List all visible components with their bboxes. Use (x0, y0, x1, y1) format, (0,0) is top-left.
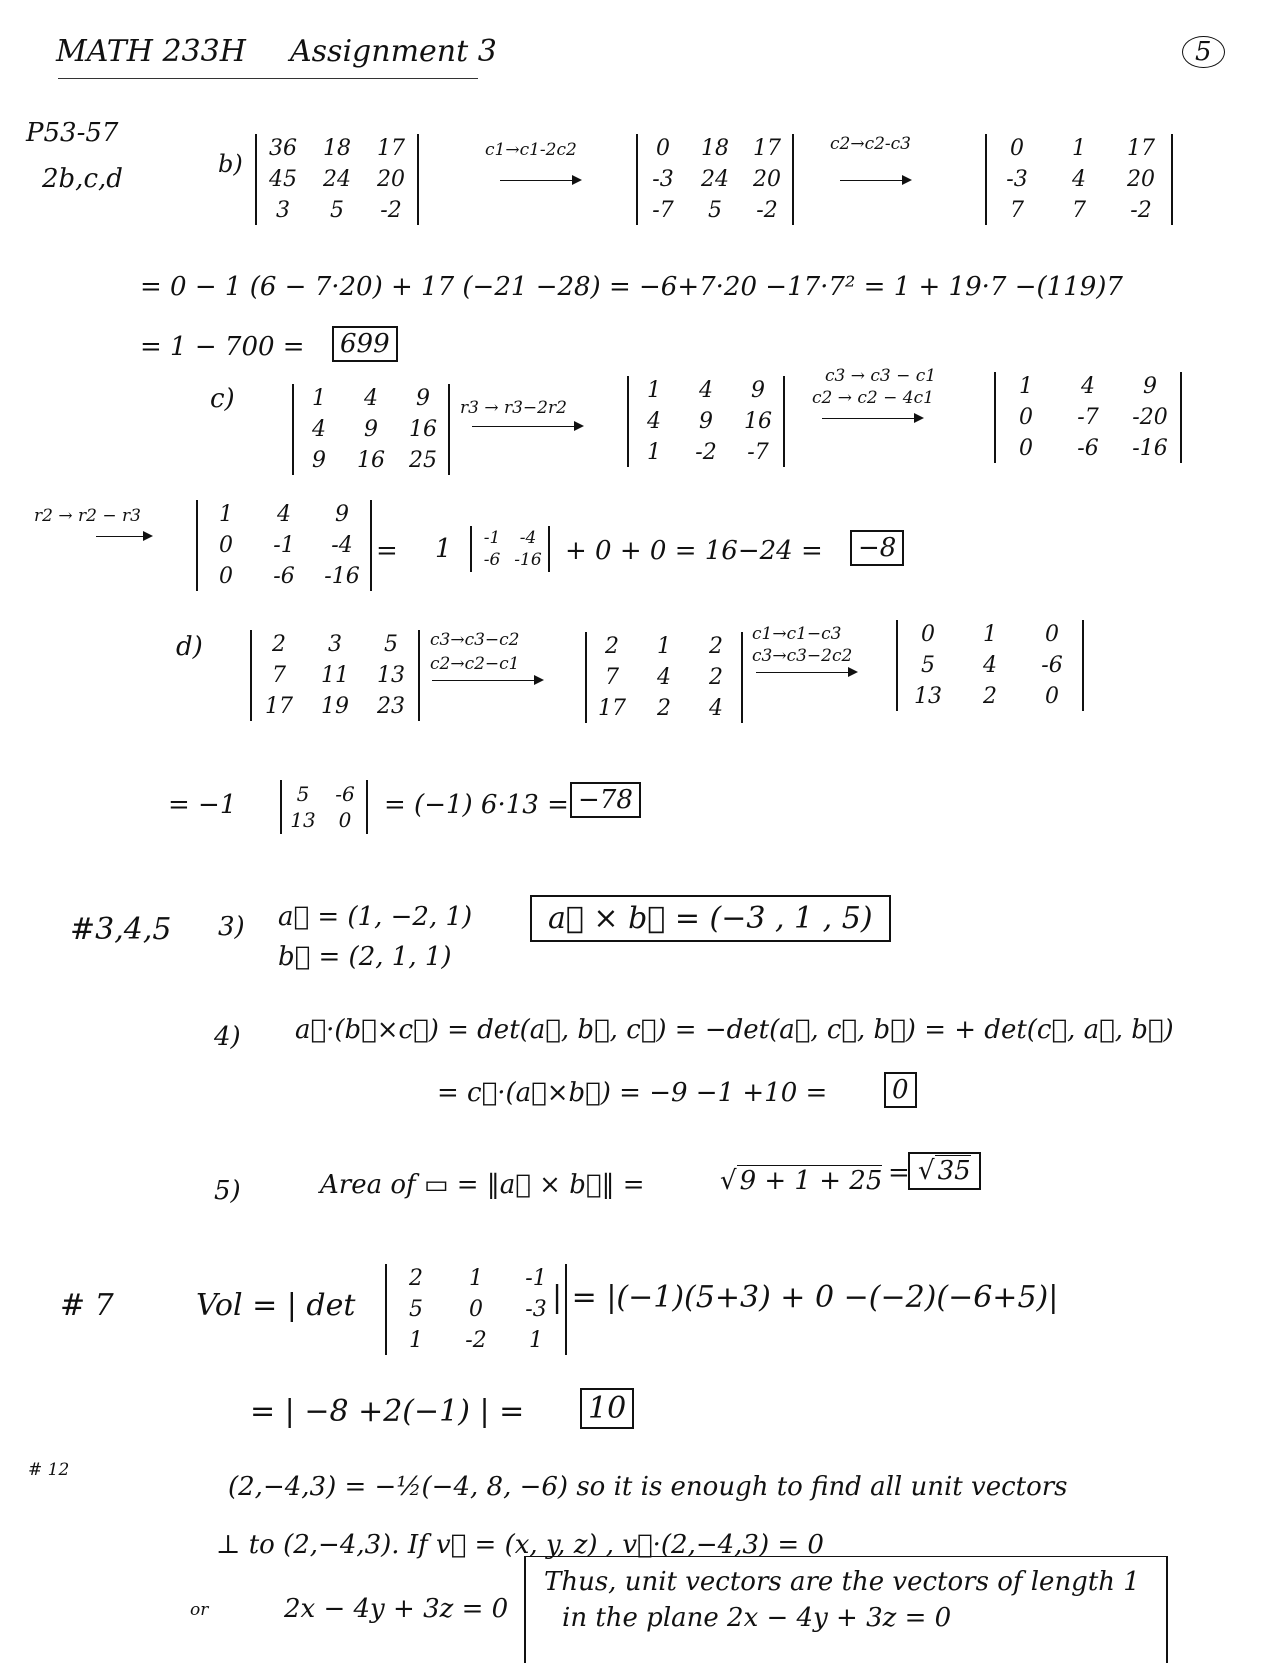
q12-line2: ⊥ to (2,−4,3). If v⃗ = (x, y, z) , v⃗·(2,−4,3) = 0 (216, 1530, 824, 1560)
matrix-b-1 (255, 134, 419, 225)
sqrt-icon: √ (918, 1156, 935, 1186)
matrix-cell: 3 (328, 632, 342, 657)
matrix-cell: 2 (605, 634, 619, 659)
matrix-cell: 13 (290, 808, 316, 832)
matrix-d-1 (250, 630, 420, 721)
q5-text: Area of ▭ = ‖a⃗ × b⃗‖ = (320, 1170, 645, 1200)
matrix-cell: 0 (1045, 684, 1059, 709)
matrix-cell: 2 (709, 634, 723, 659)
matrix-cell: 9 (416, 386, 430, 411)
matrix-cell: 1 (1072, 136, 1086, 161)
arrow-icon (432, 680, 542, 681)
matrix-cell: 5 (409, 1297, 423, 1322)
part-d-pre: = −1 (168, 790, 237, 820)
matrix-cell: -2 (380, 198, 402, 223)
matrix-cell: 20 (753, 167, 781, 192)
matrix-cell: 13 (914, 684, 942, 709)
q7-pre: Vol = | det (196, 1288, 356, 1323)
part-c-answer (850, 530, 904, 566)
matrix-d-2 (585, 632, 743, 723)
matrix-cell: 4 (1081, 374, 1095, 399)
matrix-cell: 0 (1019, 436, 1033, 461)
part-d-tail: = (−1) 6·13 = (384, 790, 569, 820)
q7-answer (580, 1388, 634, 1429)
matrix-cell: -6 (273, 564, 295, 589)
q5-answer (908, 1152, 981, 1190)
q4-answer (884, 1072, 917, 1108)
matrix-cell: 16 (357, 448, 385, 473)
sqrt-icon: √ (720, 1166, 737, 1196)
matrix-cell: 9 (312, 448, 326, 473)
matrix-cell: -4 (519, 528, 537, 548)
matrix-c-1 (292, 384, 450, 475)
op-d-1a: c3→c3−c2 (430, 630, 520, 650)
matrix-cell: 0 (1010, 136, 1024, 161)
matrix-cell: 24 (701, 167, 729, 192)
matrix-cell: -3 (652, 167, 674, 192)
part-b-line1: = 0 − 1 (6 − 7·20) + 17 (−21 −28) = −6+7·20 −17·7² = 1 + 19·7 −(119)7 (140, 272, 1123, 302)
op-c-1: r3 → r3−2r2 (460, 398, 567, 418)
op-c-2b: c2 → c2 − 4c1 (812, 388, 934, 408)
matrix-d-3 (896, 620, 1084, 711)
matrix-cell: -6 (335, 782, 355, 806)
matrix-cell: 11 (321, 663, 349, 688)
matrix-cell: -3 (525, 1297, 547, 1322)
matrix-cell: 5 (708, 198, 722, 223)
answer-box: −78 (570, 782, 641, 818)
q7-line2: = | −8 +2(−1) | = (250, 1394, 525, 1429)
matrix-cell: 4 (647, 409, 661, 434)
part-b-line2: = 1 − 700 = (140, 332, 305, 362)
matrix-cell: 0 (1045, 622, 1059, 647)
matrix-cell: 4 (1072, 167, 1086, 192)
header-underline (58, 78, 478, 79)
course-code: MATH 233H (56, 34, 246, 69)
matrix-cell: 0 (1019, 405, 1033, 430)
matrix-cell: 1 (647, 378, 661, 403)
part-b-label: b) (218, 150, 243, 178)
matrix-cell: 7 (1072, 198, 1086, 223)
q4-line2: = c⃗·(a⃗×b⃗) = −9 −1 +10 = (437, 1078, 828, 1108)
matrix-cell: 0 (219, 564, 233, 589)
matrix-cell: 17 (377, 136, 405, 161)
matrix-cell: 17 (1127, 136, 1155, 161)
q12-plane-equation: 2x − 4y + 3z = 0 (284, 1594, 509, 1624)
arrow-icon (96, 536, 151, 537)
matrix-cell: 20 (377, 167, 405, 192)
matrix-cell: 19 (321, 694, 349, 719)
q12-note-line2: in the plane 2x − 4y + 3z = 0 (562, 1603, 952, 1633)
matrix-cell: 9 (1143, 374, 1157, 399)
matrix-b-3 (985, 134, 1173, 225)
matrix-cell: -7 (747, 440, 769, 465)
q5-sqrt (720, 1166, 882, 1196)
minor-d (280, 780, 368, 834)
q7-post: | = |(−1)(5+3) + 0 −(−2)(−6+5)| (552, 1280, 1059, 1315)
matrix-cell: -7 (1077, 405, 1099, 430)
section-label-p53: P53-57 (26, 118, 119, 148)
matrix-cell: 1 (647, 440, 661, 465)
matrix-cell: 1 (983, 622, 997, 647)
q12-or: or (190, 1600, 209, 1620)
matrix-b-2 (636, 134, 794, 225)
matrix-cell: 5 (384, 632, 398, 657)
arrow-icon (500, 180, 580, 181)
matrix-cell: 18 (323, 136, 351, 161)
q3-number: 3) (218, 912, 245, 942)
matrix-cell: 2 (409, 1266, 423, 1291)
op-d-2a: c1→c1−c3 (752, 624, 842, 644)
matrix-cell: 18 (701, 136, 729, 161)
matrix-cell: 16 (744, 409, 772, 434)
matrix-cell: 3 (276, 198, 290, 223)
matrix-c-4 (196, 500, 372, 591)
matrix-cell: 7 (605, 665, 619, 690)
part-c-equals: = (376, 536, 398, 566)
op-b-2: c2→c2-c3 (830, 134, 911, 154)
matrix-cell: 0 (219, 533, 233, 558)
answer-box: 0 (884, 1072, 917, 1108)
op-d-2b: c3→c3−2c2 (752, 646, 853, 666)
op-c-3: r2 → r2 − r3 (34, 506, 141, 526)
matrix-cell: -1 (483, 528, 501, 548)
matrix-cell: 1 (1019, 374, 1033, 399)
q12-line1: (2,−4,3) = −½(−4, 8, −6) so it is enough to find all unit vectors (228, 1472, 1068, 1502)
matrix-cell: 24 (323, 167, 351, 192)
matrix-cell: 1 (409, 1328, 423, 1353)
matrix-cell: 25 (409, 448, 437, 473)
matrix-cell: 1 (219, 502, 233, 527)
part-d-label: d) (176, 632, 203, 662)
matrix-cell: -16 (1132, 436, 1168, 461)
matrix-cell: -2 (465, 1328, 487, 1353)
q12-note-box (524, 1556, 1168, 1663)
part-c-label: c) (210, 384, 235, 414)
q5-number: 5) (214, 1176, 241, 1206)
q12-note-line1: Thus, unit vectors are the vectors of length 1 (544, 1567, 1140, 1597)
minor-c (470, 526, 550, 572)
matrix-cell: 4 (657, 665, 671, 690)
matrix-cell: 0 (656, 136, 670, 161)
matrix-cell: -2 (695, 440, 717, 465)
part-c-tail: + 0 + 0 = 16−24 = (565, 536, 823, 566)
q5-equals: = (888, 1158, 910, 1188)
q5-answer-radicand: 35 (935, 1155, 971, 1186)
matrix-cell: 16 (409, 417, 437, 442)
matrix-cell: 5 (921, 653, 935, 678)
matrix-cell: 2 (709, 665, 723, 690)
matrix-cell: -3 (1006, 167, 1028, 192)
matrix-cell: 17 (598, 696, 626, 721)
arrow-icon (472, 426, 582, 427)
section-label-12: # 12 (28, 1460, 70, 1480)
op-b-1: c1→c1-2c2 (485, 140, 577, 160)
matrix-cell: 1 (312, 386, 326, 411)
q3-vector-b: b⃗ = (2, 1, 1) (278, 942, 452, 972)
matrix-c-3 (994, 372, 1182, 463)
matrix-cell: 36 (269, 136, 297, 161)
matrix-cell: -7 (652, 198, 674, 223)
matrix-cell: 1 (469, 1266, 483, 1291)
matrix-cell: 4 (277, 502, 291, 527)
matrix-cell: 4 (983, 653, 997, 678)
matrix-q7 (385, 1264, 567, 1355)
matrix-cell: 17 (753, 136, 781, 161)
answer-box: −8 (850, 530, 904, 566)
matrix-cell: 7 (1010, 198, 1024, 223)
matrix-cell: 45 (269, 167, 297, 192)
matrix-cell: -1 (525, 1266, 547, 1291)
section-label-345: #3,4,5 (70, 912, 172, 947)
matrix-cell: -6 (1041, 653, 1063, 678)
matrix-cell: -16 (514, 550, 542, 570)
q3-vector-a: a⃗ = (1, −2, 1) (278, 902, 473, 932)
q4-number: 4) (214, 1022, 241, 1052)
q4-line1: a⃗·(b⃗×c⃗) = det(a⃗, b⃗, c⃗) = −det(a⃗, c⃗, b⃗) = + det(c⃗, a⃗, b⃗) (295, 1015, 1174, 1045)
matrix-cell: 4 (312, 417, 326, 442)
matrix-cell: -6 (483, 550, 501, 570)
op-c-2a: c3 → c3 − c1 (825, 366, 937, 386)
section-label-7: # 7 (60, 1288, 114, 1323)
matrix-c-2 (627, 376, 785, 467)
answer-box: 10 (580, 1388, 634, 1429)
matrix-cell: 9 (364, 417, 378, 442)
matrix-cell: 1 (529, 1328, 543, 1353)
page-number: 5 (1182, 36, 1225, 68)
q3-answer: a⃗ × b⃗ = (−3 , 1 , 5) (530, 895, 891, 942)
part-c-coef: 1 (435, 534, 452, 564)
arrow-icon (756, 672, 856, 673)
matrix-cell: -2 (1130, 198, 1152, 223)
part-b-answer (332, 326, 398, 362)
matrix-cell: 13 (377, 663, 405, 688)
matrix-cell: 23 (377, 694, 405, 719)
matrix-cell: 4 (699, 378, 713, 403)
matrix-cell: -20 (1132, 405, 1168, 430)
matrix-cell: 1 (657, 634, 671, 659)
matrix-cell: -4 (331, 533, 353, 558)
part-d-answer (570, 782, 641, 818)
matrix-cell: 0 (921, 622, 935, 647)
arrow-icon (840, 180, 910, 181)
matrix-cell: 9 (335, 502, 349, 527)
matrix-cell: 4 (709, 696, 723, 721)
assignment-title: Assignment 3 (290, 34, 497, 69)
matrix-cell: 2 (657, 696, 671, 721)
arrow-icon (822, 418, 922, 419)
op-d-1b: c2→c2−c1 (430, 654, 520, 674)
matrix-cell: -2 (756, 198, 778, 223)
matrix-cell: -1 (273, 533, 295, 558)
matrix-cell: 9 (751, 378, 765, 403)
matrix-cell: 0 (338, 808, 352, 832)
matrix-cell: -6 (1077, 436, 1099, 461)
matrix-cell: 2 (272, 632, 286, 657)
matrix-cell: 9 (699, 409, 713, 434)
q5-radicand: 9 + 1 + 25 (737, 1165, 883, 1196)
matrix-cell: 17 (265, 694, 293, 719)
answer-box: 699 (332, 326, 398, 362)
matrix-cell: 20 (1127, 167, 1155, 192)
matrix-cell: 2 (983, 684, 997, 709)
section-parts: 2b,c,d (42, 164, 123, 194)
matrix-cell: -16 (324, 564, 360, 589)
matrix-cell: 5 (296, 782, 310, 806)
matrix-cell: 0 (469, 1297, 483, 1322)
matrix-cell: 7 (272, 663, 286, 688)
matrix-cell: 4 (364, 386, 378, 411)
matrix-cell: 5 (330, 198, 344, 223)
